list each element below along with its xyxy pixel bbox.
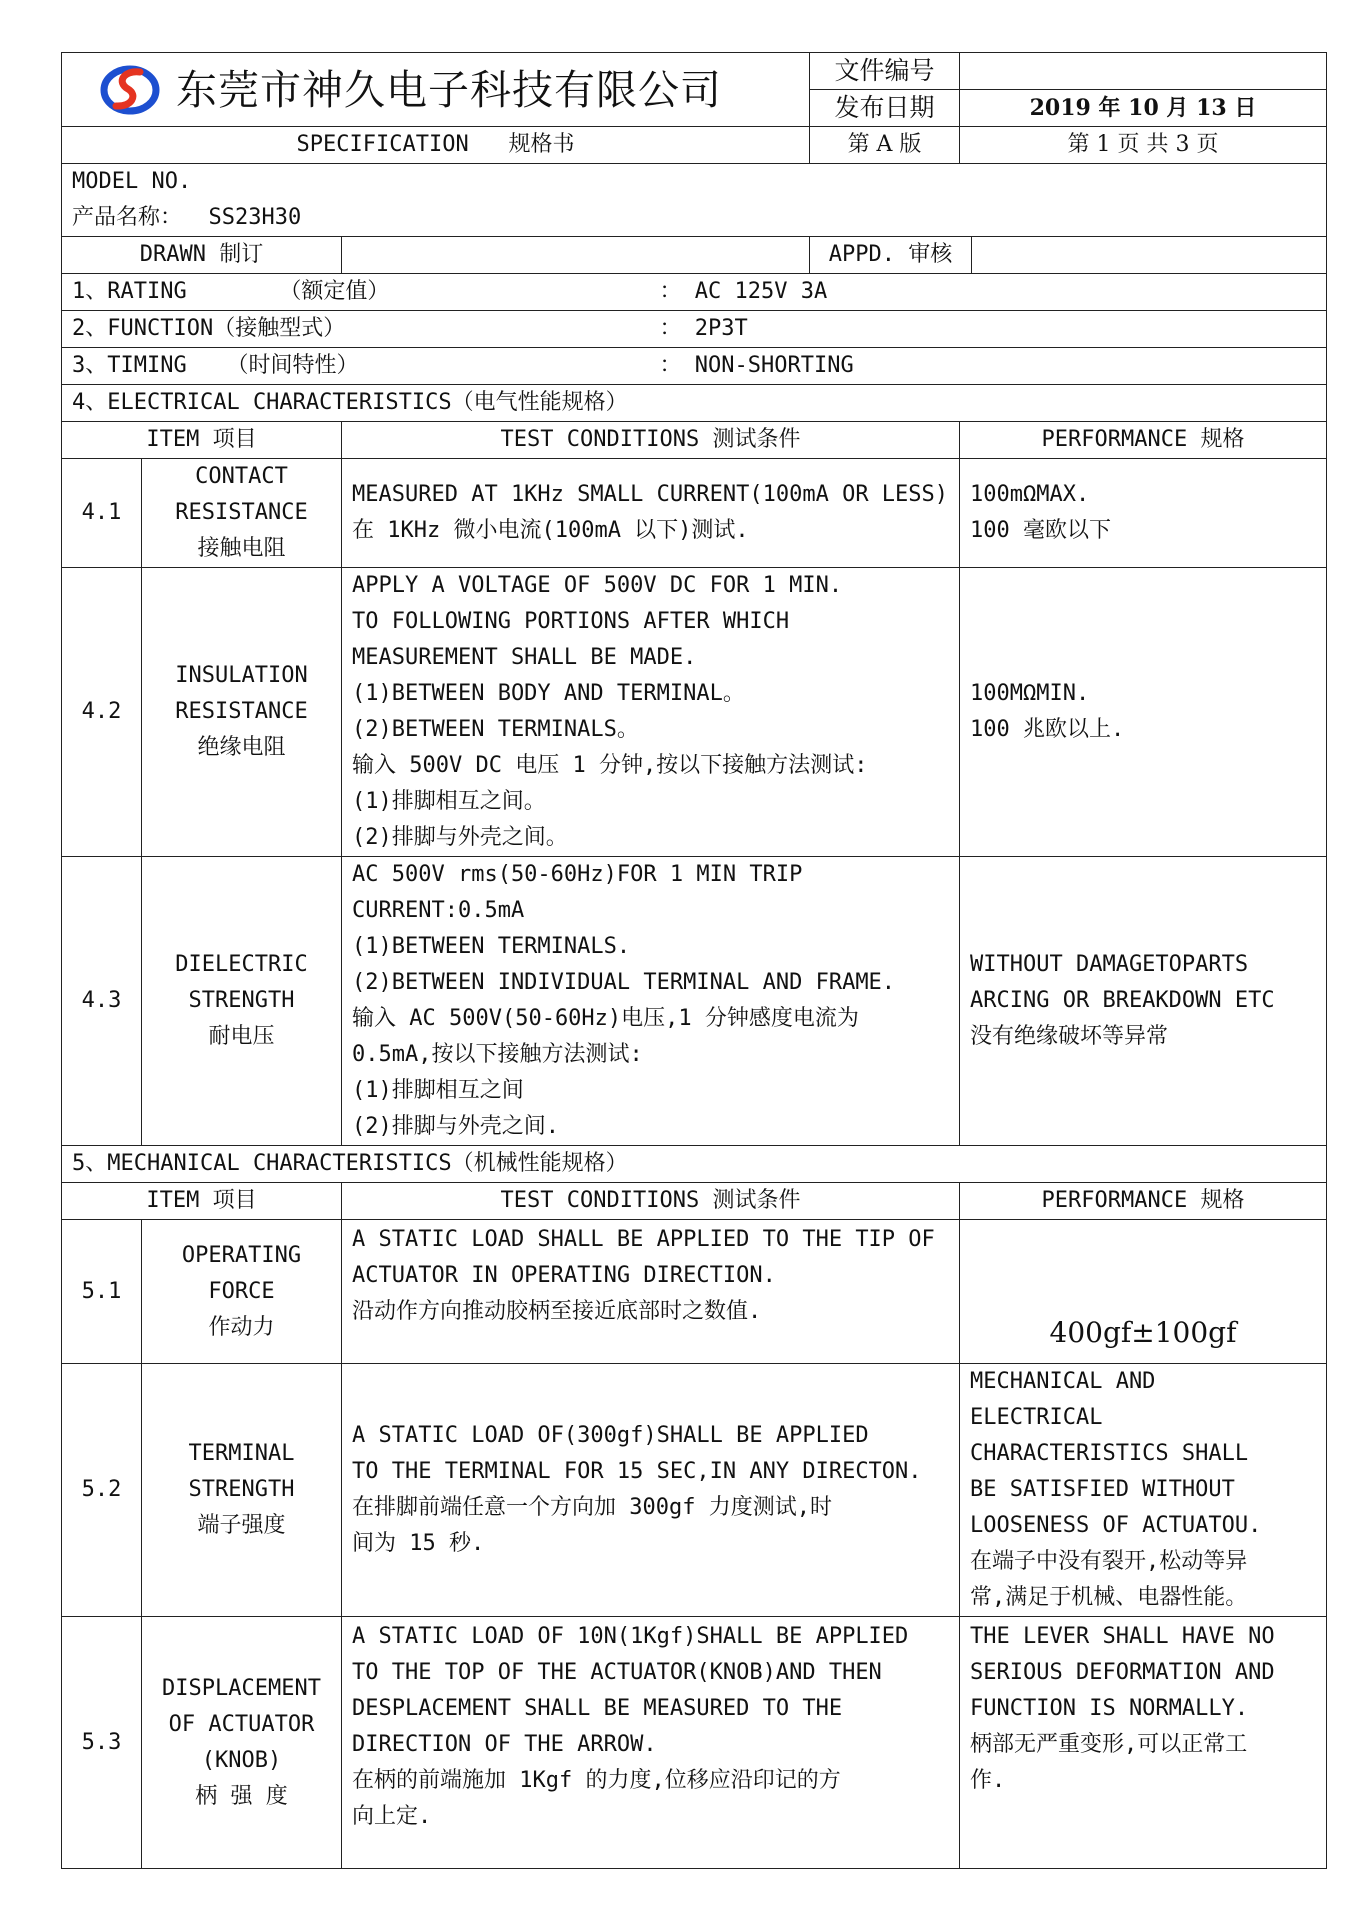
test-conditions: APPLY A VOLTAGE OF 500V DC FOR 1 MIN. TO FOLLOWING PORTIONS AFTER WHICH MEASUREMENT SHALL BE MADE. (1)BETWEEN BODY AND TERMINAL。 (2)BETWEEN TERMINALS。 输入 500V DC 电压 1 分钟,按以下接触方法测试: (1)排脚相互之间。 (2)排脚与外壳之间。 bbox=[342, 568, 960, 857]
item-name: OPERATING FORCE 作动力 bbox=[142, 1220, 342, 1364]
model-block bbox=[62, 164, 1327, 237]
release-date: 2019 年 10 月 13 日 bbox=[960, 90, 1327, 127]
doc-no-value bbox=[960, 53, 1327, 90]
item-number: 4.1 bbox=[62, 459, 142, 568]
rating-value: ： AC 125V 3A bbox=[650, 274, 1327, 311]
item-name: INSULATION RESISTANCE 绝缘电阻 bbox=[142, 568, 342, 857]
electrical-col-test: TEST CONDITIONS 测试条件 bbox=[342, 422, 960, 459]
performance: 400gf±100gf bbox=[960, 1220, 1327, 1364]
function-value: ： 2P3T bbox=[650, 311, 1327, 348]
item-name: DISPLACEMENT OF ACTUATOR (KNOB) 柄 强 度 bbox=[142, 1617, 342, 1869]
doc-no-label: 文件编号 bbox=[810, 53, 960, 90]
performance: 100mΩMAX. 100 毫欧以下 bbox=[960, 459, 1327, 568]
page-label: 第 1 页 共 3 页 bbox=[960, 127, 1327, 164]
function-label: 2、FUNCTION（接触型式） bbox=[62, 311, 650, 348]
mechanical-col-perf: PERFORMANCE 规格 bbox=[960, 1183, 1327, 1220]
appd-value bbox=[972, 237, 1327, 274]
item-name: TERMINAL STRENGTH 端子强度 bbox=[142, 1364, 342, 1617]
test-conditions: A STATIC LOAD OF 10N(1Kgf)SHALL BE APPLIED TO THE TOP OF THE ACTUATOR(KNOB)AND THEN DESPLACEMENT SHALL BE MEASURED TO THE DIRECTION OF THE ARROW. 在柄的前端施加 1Kgf 的力度,位移应沿印记的方 向上定. bbox=[342, 1617, 960, 1869]
appd-label: APPD. 审核 bbox=[810, 237, 972, 274]
timing-label: 3、TIMING （时间特性） bbox=[62, 348, 650, 385]
spec-title: SPECIFICATION 规格书 bbox=[62, 127, 810, 164]
drawn-value bbox=[342, 237, 810, 274]
release-label: 发布日期 bbox=[810, 90, 960, 127]
mechanical-title: 5、MECHANICAL CHARACTERISTICS（机械性能规格） bbox=[62, 1146, 1327, 1183]
model-label: MODEL NO. bbox=[72, 169, 192, 194]
version-label: 第 A 版 bbox=[810, 127, 960, 164]
test-conditions: A STATIC LOAD OF(300gf)SHALL BE APPLIED TO THE TERMINAL FOR 15 SEC,IN ANY DIRECTON. 在排脚前端任意一个方向加 300gf 力度测试,时 间为 15 秒. bbox=[342, 1364, 960, 1617]
performance: MECHANICAL AND ELECTRICAL CHARACTERISTICS SHALL BE SATISFIED WITHOUT LOOSENESS OF ACTUATOU. 在端子中没有裂开,松动等异 常,满足于机械、电器性能。 bbox=[960, 1364, 1327, 1617]
rating-label: 1、RATING （额定值） bbox=[62, 274, 650, 311]
spec-table bbox=[61, 52, 1327, 1869]
company-header bbox=[62, 53, 810, 127]
test-conditions: AC 500V rms(50-60Hz)FOR 1 MIN TRIP CURRENT:0.5mA (1)BETWEEN TERMINALS. (2)BETWEEN INDIVIDUAL TERMINAL AND FRAME. 输入 AC 500V(50-60Hz)电压,1 分钟感度电流为 0.5mA,按以下接触方法测试: (1)排脚相互之间 (2)排脚与外壳之间. bbox=[342, 857, 960, 1146]
drawn-label: DRAWN 制订 bbox=[62, 237, 342, 274]
test-conditions: A STATIC LOAD SHALL BE APPLIED TO THE TIP OF ACTUATOR IN OPERATING DIRECTION. 沿动作方向推动胶柄至接近底部时之数值. bbox=[342, 1220, 960, 1364]
performance: THE LEVER SHALL HAVE NO SERIOUS DEFORMATION AND FUNCTION IS NORMALLY. 柄部无严重变形,可以正常工 作. bbox=[960, 1617, 1327, 1869]
timing-value: ： NON-SHORTING bbox=[650, 348, 1327, 385]
performance: WITHOUT DAMAGETOPARTS ARCING OR BREAKDOWN ETC 没有绝缘破坏等异常 bbox=[960, 857, 1327, 1146]
company-logo-icon bbox=[100, 62, 164, 118]
spec-sheet bbox=[61, 52, 1326, 1869]
item-name: DIELECTRIC STRENGTH 耐电压 bbox=[142, 857, 342, 1146]
item-number: 4.3 bbox=[62, 857, 142, 1146]
test-conditions: MEASURED AT 1KHz SMALL CURRENT(100mA OR LESS) 在 1KHz 微小电流(100mA 以下)测试. bbox=[342, 459, 960, 568]
product-name: 产品名称： SS23H30 bbox=[72, 205, 302, 230]
mechanical-col-test: TEST CONDITIONS 测试条件 bbox=[342, 1183, 960, 1220]
electrical-col-perf: PERFORMANCE 规格 bbox=[960, 422, 1327, 459]
item-name: CONTACT RESISTANCE 接触电阻 bbox=[142, 459, 342, 568]
item-number: 4.2 bbox=[62, 568, 142, 857]
electrical-title: 4、ELECTRICAL CHARACTERISTICS（电气性能规格） bbox=[62, 385, 1327, 422]
company-name: 东莞市神久电子科技有限公司 bbox=[176, 65, 722, 114]
item-number: 5.2 bbox=[62, 1364, 142, 1617]
mechanical-col-item: ITEM 项目 bbox=[62, 1183, 342, 1220]
item-number: 5.1 bbox=[62, 1220, 142, 1364]
electrical-col-item: ITEM 项目 bbox=[62, 422, 342, 459]
performance: 100MΩMIN. 100 兆欧以上. bbox=[960, 568, 1327, 857]
item-number: 5.3 bbox=[62, 1617, 142, 1869]
